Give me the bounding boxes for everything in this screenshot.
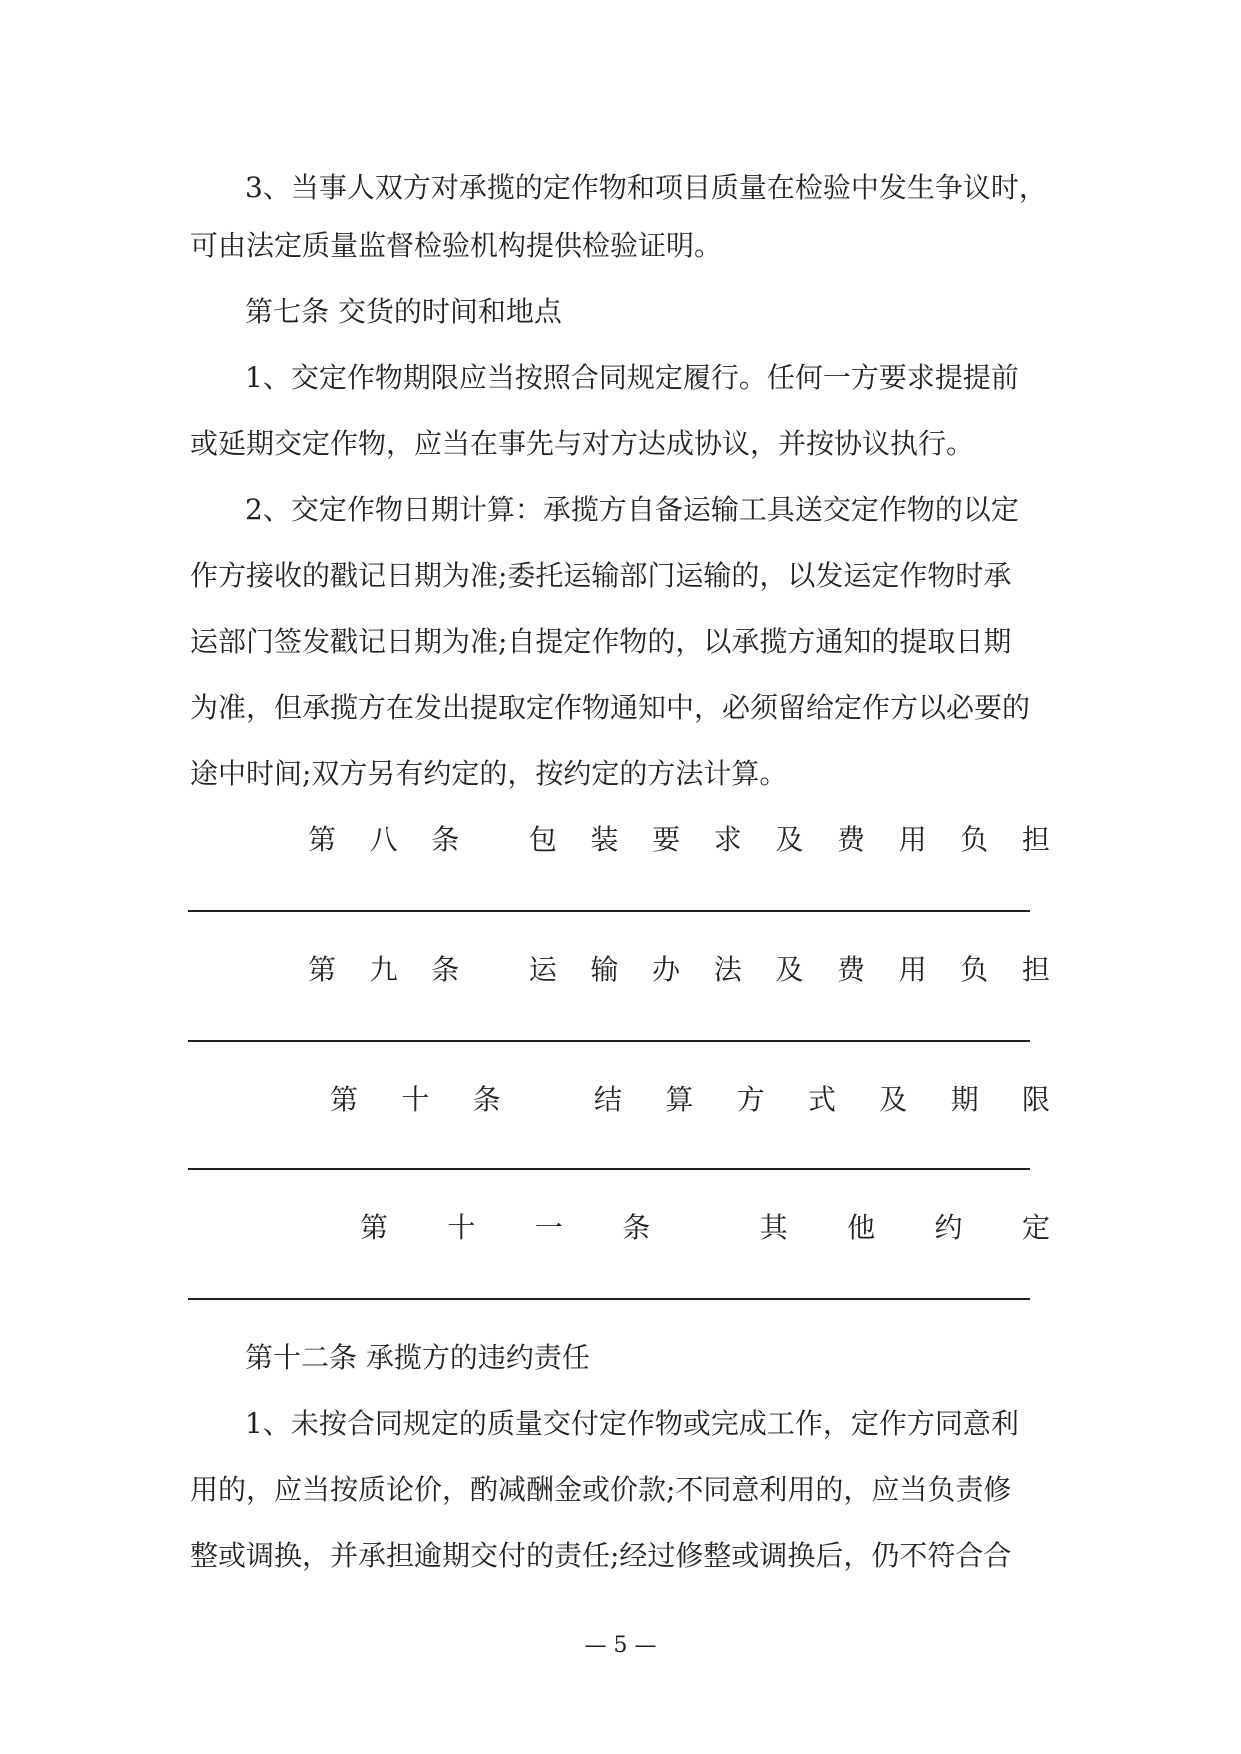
fill-in-line: [188, 1168, 1030, 1170]
article-10-heading: 第 十 条 结 算 方 式 及 期 限: [330, 1083, 1050, 1116]
paragraph-line: 用的，应当按质论价，酌减酬金或价款;不同意利用的，应当负责修: [190, 1473, 1012, 1506]
fill-in-line: [188, 1040, 1030, 1042]
paragraph-line: 1、未按合同规定的质量交付定作物或完成工作，定作方同意利: [245, 1407, 1019, 1440]
paragraph-line: 或延期交定作物，应当在事先与对方达成协议，并按协议执行。: [190, 427, 975, 460]
fill-in-line: [188, 910, 1030, 912]
paragraph-line: 可由法定质量监督检验机构提供检验证明。: [190, 229, 723, 262]
article-8-heading: 第 八 条 包 装 要 求 及 费 用 负 担: [308, 823, 1050, 856]
article-11-heading: 第 十 一 条 其 他 约 定: [360, 1211, 1050, 1244]
paragraph-line: 1、交定作物期限应当按照合同规定履行。任何一方要求提提前: [245, 361, 1019, 394]
paragraph-line: 2、交定作物日期计算：承揽方自备运输工具送交定作物的以定: [245, 493, 1019, 526]
paragraph-line: 运部门签发戳记日期为准;自提定作物的，以承揽方通知的提取日期: [190, 625, 1012, 658]
article-heading: 第十二条 承揽方的违约责任: [245, 1341, 590, 1374]
article-heading: 第七条 交货的时间和地点: [245, 295, 562, 328]
paragraph-line: 为准，但承揽方在发出提取定作物通知中，必须留给定作方以必要的: [190, 691, 1031, 724]
paragraph-line: 3、当事人双方对承揽的定作物和项目质量在检验中发生争议时，: [245, 171, 1047, 204]
paragraph-line: 作方接收的戳记日期为准;委托运输部门运输的，以发运定作物时承: [190, 559, 1012, 592]
paragraph-line: 整或调换，并承担逾期交付的责任;经过修整或调换后，仍不符合合: [190, 1539, 1012, 1572]
page-number: — 5 —: [584, 1633, 657, 1658]
fill-in-line: [188, 1298, 1030, 1300]
article-9-heading: 第 九 条 运 输 办 法 及 费 用 负 担: [308, 953, 1050, 986]
paragraph-line: 途中时间;双方另有约定的，按约定的方法计算。: [190, 757, 788, 790]
